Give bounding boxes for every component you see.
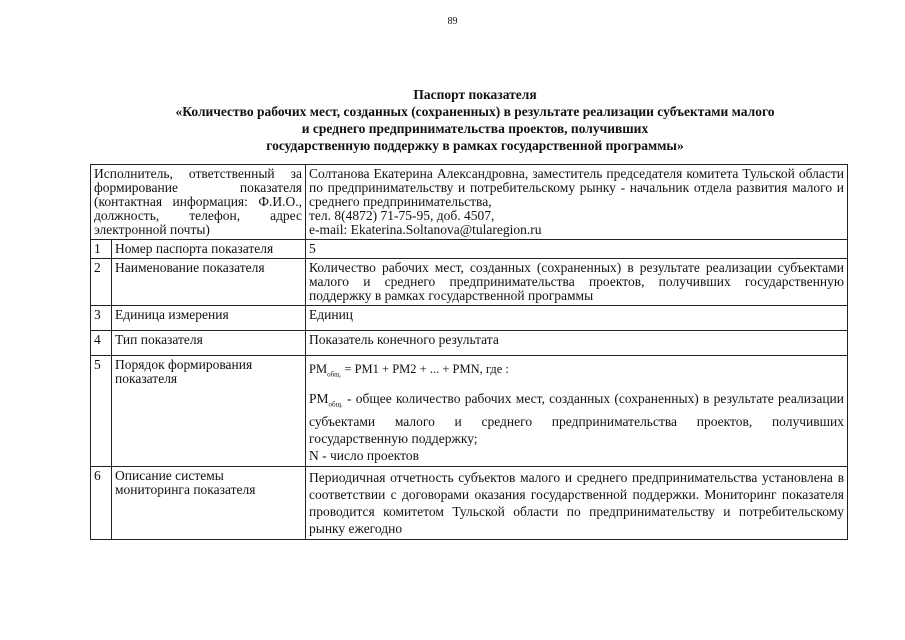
formula-rhs: = PM1 + PM2 + ... + PMN, где : [341, 362, 509, 376]
row-label: Единица измерения [112, 306, 306, 331]
row-value: 5 [306, 240, 848, 259]
row-number: 4 [91, 331, 112, 356]
executor-phone: тел. 8(4872) 71-75-95, доб. 4507, [309, 208, 495, 223]
page-number: 89 [447, 16, 458, 27]
row-label: Описание системы мониторинга показателя [112, 467, 306, 540]
title-line-4: государственную поддержку в рамках государственной программы» [266, 138, 684, 153]
executor-info [306, 165, 848, 240]
table-row [91, 259, 848, 306]
row-label: Наименование показателя [112, 259, 306, 306]
title-line-1: Паспорт показателя [413, 87, 537, 102]
executor-position: Солтанова Екатерина Александровна, заместитель председателя комитета Тульской области по предпринимательству и потребительскому рынку - начальник отдела развития малого и среднего предпринимательства, [309, 166, 844, 209]
document-title [110, 86, 840, 154]
table-row [91, 356, 848, 467]
formula-definition [309, 390, 844, 448]
formula [309, 358, 844, 384]
header-row [91, 165, 848, 240]
table-row [91, 331, 848, 356]
row-label: Номер паспорта показателя [112, 240, 306, 259]
title-line-2: «Количество рабочих мест, созданных (сохраненных) в результате реализации субъектами малого [175, 104, 775, 119]
title-line-3: и среднего предпринимательства проектов, получивших [301, 121, 649, 136]
row-value: Периодичная отчетность субъектов малого и среднего предпринимательства установлена в соответствии с договорами оказания государственной поддержки. Мониторинг показателя проводится комитетом Тульской области по предпринимательству и потребительскому рынку ежегодно [306, 467, 848, 540]
passport-table [90, 164, 848, 540]
row-number: 6 [91, 467, 112, 540]
definition-subscript: общ. [328, 400, 343, 409]
table-row [91, 240, 848, 259]
row-number: 5 [91, 356, 112, 467]
row-label: Порядок формирования показателя [112, 356, 306, 467]
row-label: Тип показателя [112, 331, 306, 356]
formula-subscript: общ. [327, 370, 342, 379]
table-row [91, 467, 848, 540]
row-value: Количество рабочих мест, созданных (сохраненных) в результате реализации субъектами малого и среднего предпринимательства проектов, получивших государственную поддержку в рамках государственной программы [306, 259, 848, 306]
formula-cell [306, 356, 848, 467]
definition-text: - общее количество рабочих мест, созданных (сохраненных) в результате реализации субъектами малого и среднего предпринимательства проектов, получивших государственную поддержку; [309, 390, 844, 447]
executor-email: e-mail: Ekaterina.Soltanova@tularegion.ru [309, 222, 542, 237]
definition-symbol: PM [309, 390, 329, 406]
row-number: 3 [91, 306, 112, 331]
executor-label: Исполнитель, ответственный за формирование показателя (контактная информация: Ф.И.О., должность, телефон, адрес электронной почты) [91, 165, 306, 240]
row-value: Единиц [306, 306, 848, 331]
n-definition: N - число проектов [309, 448, 419, 464]
formula-lhs: PM [309, 362, 328, 376]
row-number: 1 [91, 240, 112, 259]
row-value: Показатель конечного результата [306, 331, 848, 356]
row-number: 2 [91, 259, 112, 306]
table-row [91, 306, 848, 331]
